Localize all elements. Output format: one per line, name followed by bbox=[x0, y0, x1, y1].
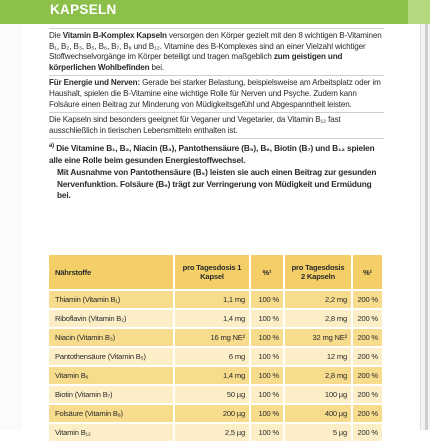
dose-2-value: 2,8 mg bbox=[285, 367, 353, 386]
pct-1-value: 100 % bbox=[251, 291, 285, 310]
body-text: Die bbox=[49, 31, 63, 40]
dose-1-value: 1,4 mg bbox=[175, 367, 251, 386]
nutrient-table bbox=[49, 255, 384, 443]
pct-2-value: 200 % bbox=[353, 424, 384, 443]
page-title: KAPSELN bbox=[50, 2, 117, 17]
footnote-mark: a) bbox=[49, 143, 55, 150]
dose-1-value: 200 µg bbox=[175, 405, 251, 424]
table-row bbox=[49, 405, 384, 424]
table-header-row bbox=[49, 255, 384, 291]
dose-2-value: 12 mg bbox=[285, 348, 353, 367]
emphasis-text: zum geistigen und körperlichen Wohlbefinden bbox=[49, 52, 343, 72]
footnote bbox=[49, 141, 384, 202]
divider bbox=[49, 28, 384, 29]
description-text bbox=[49, 28, 384, 202]
nutrient-name: Riboflavin (Vitamin B₂) bbox=[49, 310, 175, 329]
left-margin bbox=[0, 24, 22, 430]
nutrient-name: Folsäure (Vitamin B₉) bbox=[49, 405, 175, 424]
pct-1-value: 100 % bbox=[251, 310, 285, 329]
vegan-paragraph: Die Kapseln sind besonders geeignet für Veganer und Vegetarier, da Vitamin B₁₂ fast ausschließlich in tierischen Lebensmitteln enthalten ist. bbox=[49, 115, 341, 135]
pct-1-value: 100 % bbox=[251, 424, 285, 443]
divider bbox=[49, 112, 384, 113]
nutrient-name: Thiamin (Vitamin B₁) bbox=[49, 291, 175, 310]
page-fold-edge bbox=[425, 24, 428, 430]
dose-1-value: 6 mg bbox=[175, 348, 251, 367]
table-body bbox=[49, 291, 384, 443]
divider bbox=[49, 75, 384, 76]
energy-paragraph bbox=[49, 78, 384, 110]
table-row bbox=[49, 424, 384, 443]
header-dose-2: pro Tagesdosis 2 Kapseln bbox=[285, 255, 353, 291]
pct-1-value: 100 % bbox=[251, 367, 285, 386]
pct-2-value: 200 % bbox=[353, 291, 384, 310]
emphasis-text: Für Energie und Nerven: bbox=[49, 78, 140, 88]
footnote-line-2: Mit Ausnahme von Pantothensäure (B₅) leisten sie auch einen Beitrag zur gesunden Nervenfunktion. Folsäure (B₉) trägt zur Verringerung von Müdigkeit und Ermüdung bei. bbox=[57, 166, 377, 201]
dose-2-value: 2,8 mg bbox=[285, 310, 353, 329]
intro-paragraph bbox=[49, 31, 384, 73]
body-text: bei. bbox=[149, 62, 164, 72]
header-dose-1: pro Tagesdosis 1 Kapsel bbox=[175, 255, 251, 291]
pct-2-value: 200 % bbox=[353, 310, 384, 329]
table-row bbox=[49, 310, 384, 329]
table-row bbox=[49, 348, 384, 367]
table-row bbox=[49, 291, 384, 310]
dose-2-value: 2,2 mg bbox=[285, 291, 353, 310]
body-text: Gerade bei starker Belastung, beispielsweise am Arbeitsplatz oder im Haushalt, spielen die B-Vitamine eine wichtige Rolle für Nerven und Psyche. Zudem kann Folsäure einen Beitrag zur Minderung von Müdigkeitsgefühl und Abgespanntheit leisten. bbox=[49, 78, 381, 109]
header-stripe bbox=[408, 0, 430, 24]
emphasis-text: Vitamin B-Komplex Kapseln bbox=[62, 31, 167, 40]
dose-1-value: 16 mg NE² bbox=[175, 329, 251, 348]
nutrient-name: Biotin (Vitamin B₇) bbox=[49, 386, 175, 405]
footnote-line-1: Die Vitamine B₁, B₂, Niacin (B₃), Pantothensäure (B₅), B₆, Biotin (B₇) und B₁₂ spielen alle eine Rolle beim gesunden Energiestoffwechsel. bbox=[49, 143, 375, 165]
header-pct-1: %¹ bbox=[251, 255, 285, 291]
pct-2-value: 200 % bbox=[353, 367, 384, 386]
dose-2-value: 400 µg bbox=[285, 405, 353, 424]
pct-1-value: 100 % bbox=[251, 405, 285, 424]
dose-1-value: 2,5 µg bbox=[175, 424, 251, 443]
dose-1-value: 1,1 mg bbox=[175, 291, 251, 310]
dose-2-value: 5 µg bbox=[285, 424, 353, 443]
pct-1-value: 100 % bbox=[251, 386, 285, 405]
pct-2-value: 200 % bbox=[353, 348, 384, 367]
nutrient-name: Niacin (Vitamin B₃) bbox=[49, 329, 175, 348]
pct-2-value: 200 % bbox=[353, 329, 384, 348]
pct-2-value: 200 % bbox=[353, 405, 384, 424]
nutrient-name: Vitamin B₁₂ bbox=[49, 424, 175, 443]
header-pct-2: %¹ bbox=[353, 255, 384, 291]
pct-1-value: 100 % bbox=[251, 329, 285, 348]
pct-1-value: 100 % bbox=[251, 348, 285, 367]
dose-1-value: 50 µg bbox=[175, 386, 251, 405]
dose-2-value: 32 mg NE² bbox=[285, 329, 353, 348]
table-row bbox=[49, 329, 384, 348]
pct-2-value: 200 % bbox=[353, 386, 384, 405]
table-row bbox=[49, 386, 384, 405]
divider bbox=[49, 138, 384, 139]
body-text: versorgen den Körper gezielt mit den 8 wichtigen B-Vitaminen B₁, B₂, B₃, B₅, B₆, B₇, B₉ und B₁₂. Vitamine des B-Komplexes sind an einer Vielzahl wichtiger Stoffwechselvorgänge im Körper beteiligt und tragen maßgeblich bbox=[49, 31, 382, 62]
dose-2-value: 100 µg bbox=[285, 386, 353, 405]
dose-1-value: 1,4 mg bbox=[175, 310, 251, 329]
nutrient-name: Vitamin B₆ bbox=[49, 367, 175, 386]
table-row bbox=[49, 367, 384, 386]
header-nutrients: Nährstoffe bbox=[49, 255, 175, 291]
nutrient-name: Pantothensäure (Vitamin B₅) bbox=[49, 348, 175, 367]
